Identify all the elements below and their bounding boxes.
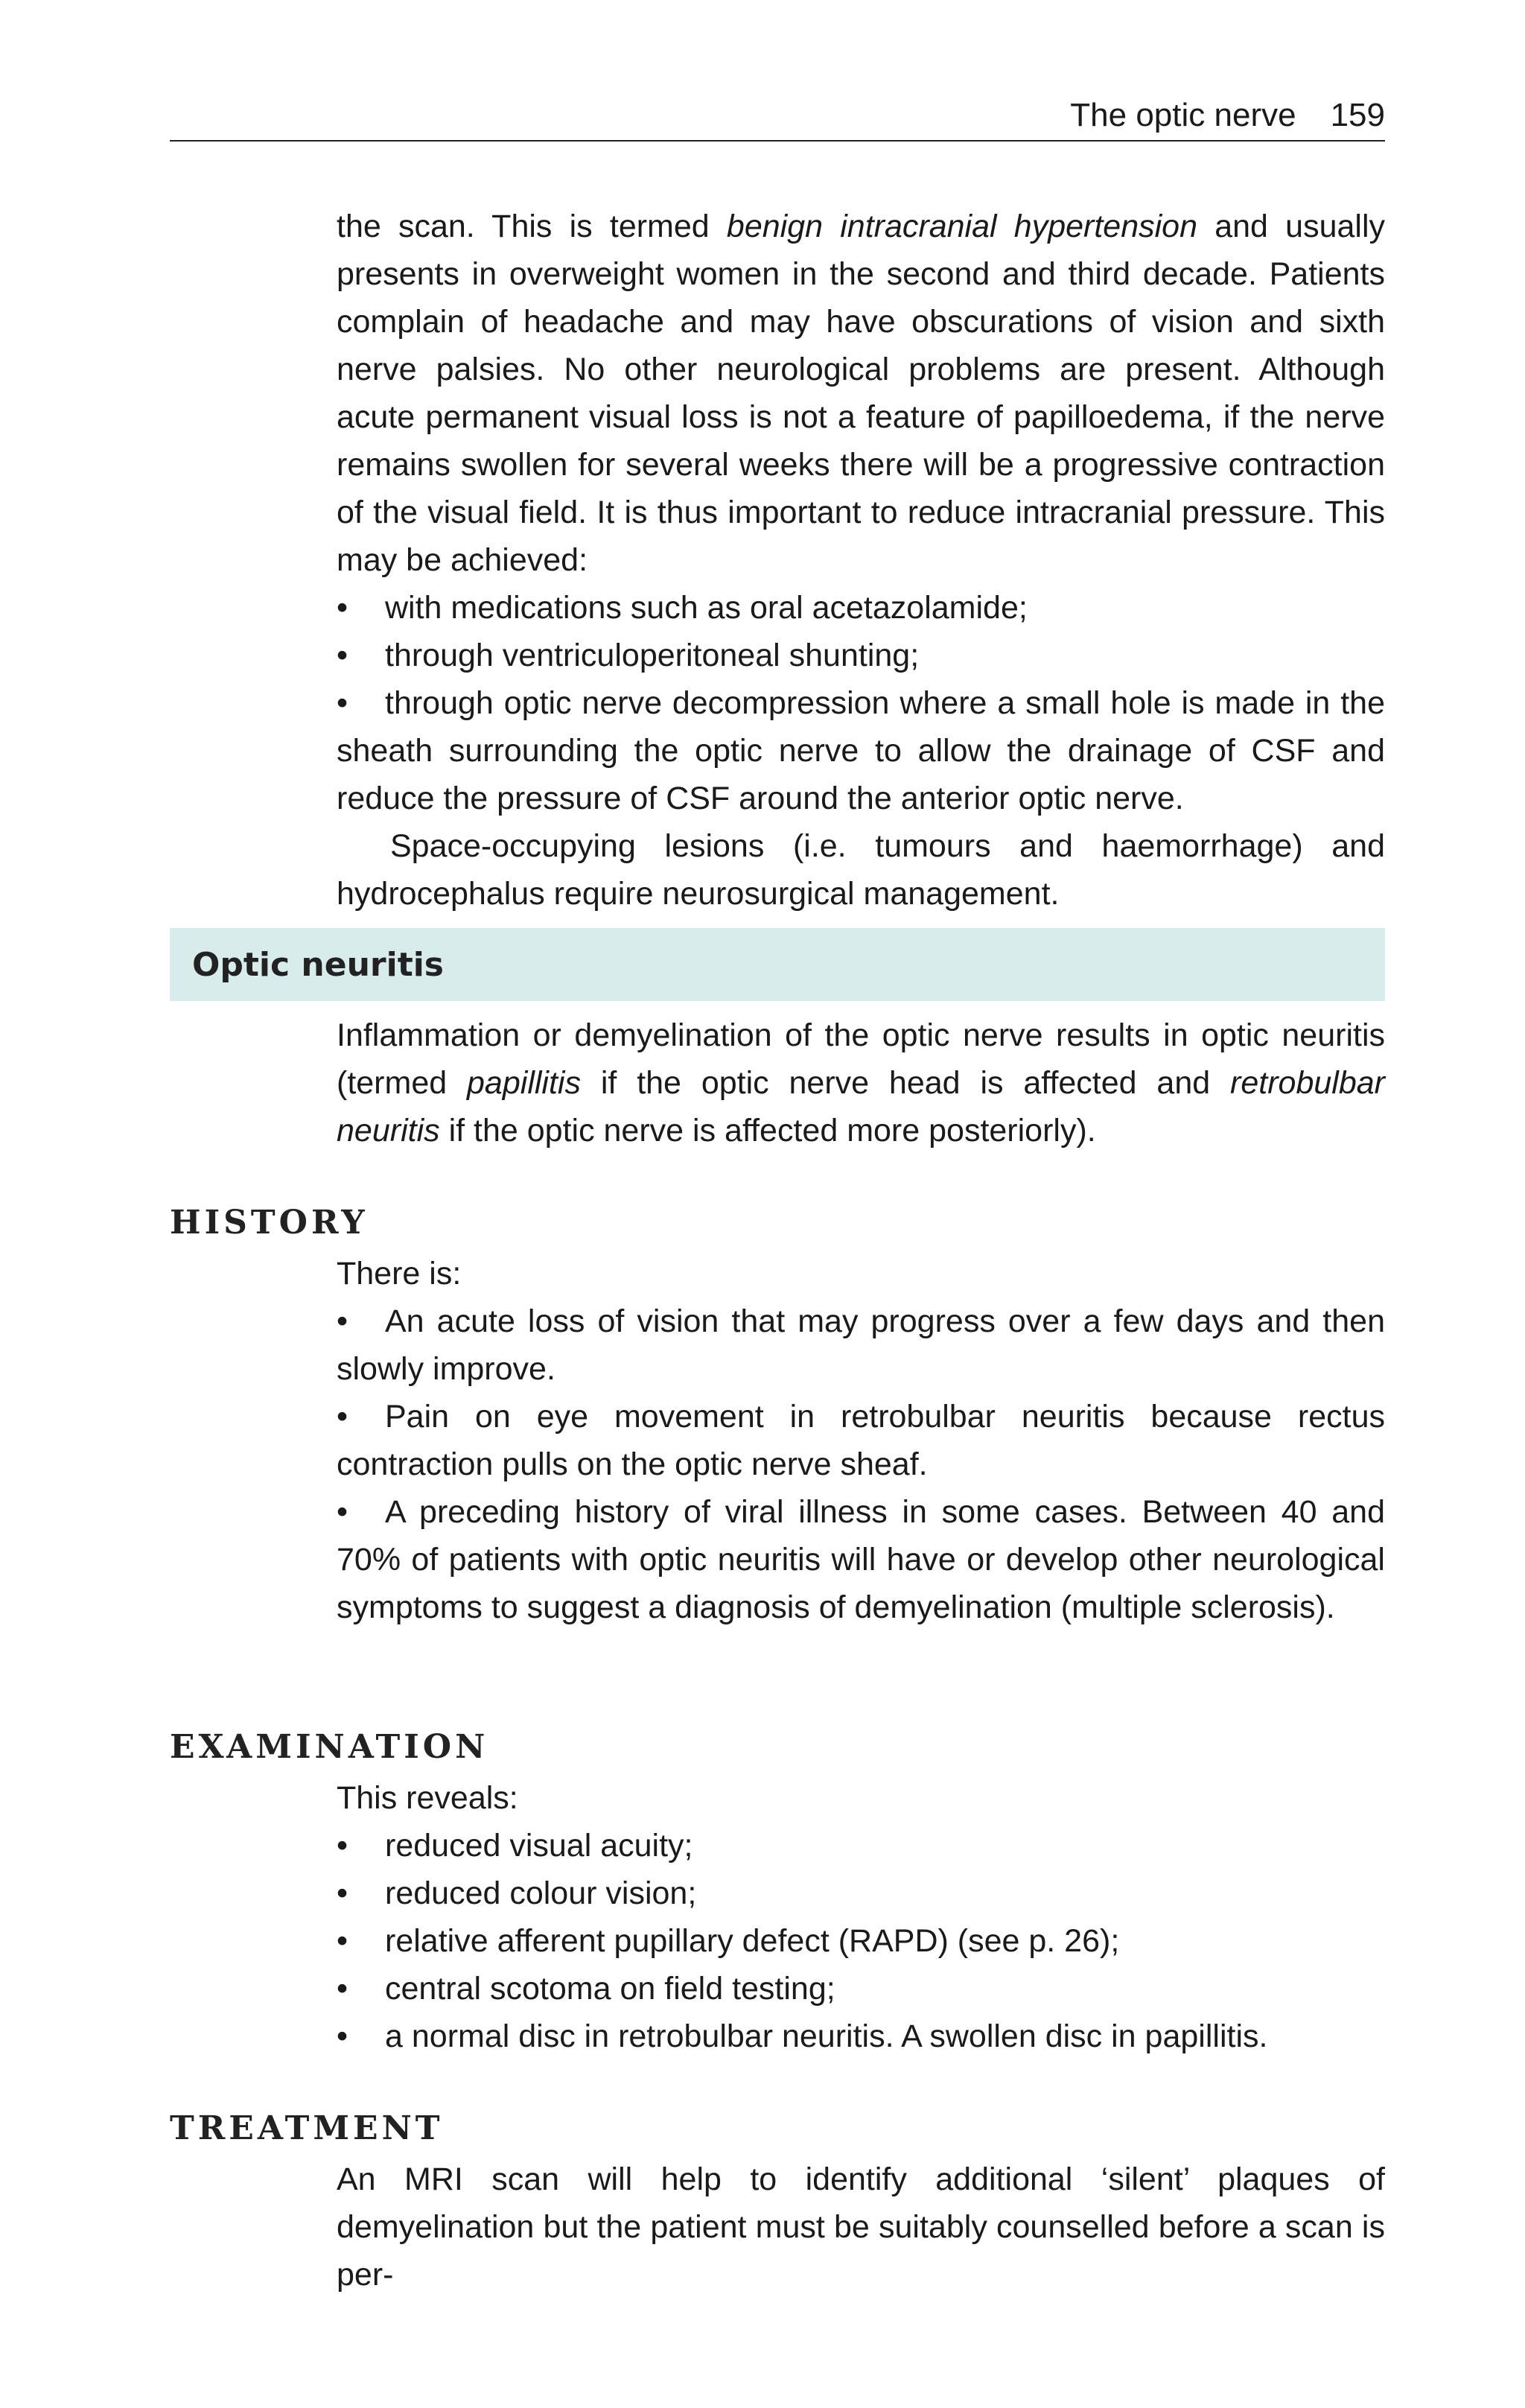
treatment-block [337, 2156, 1385, 2299]
intro-italic-term: benign intracranial hypertension [726, 209, 1197, 244]
history-lead: There is: [337, 1256, 462, 1292]
history-block [337, 1250, 1385, 1631]
list-item [337, 1917, 1385, 1965]
intro-block [337, 203, 1385, 918]
bullet-icon: • [337, 1303, 348, 1339]
examination-block [337, 1774, 1385, 2060]
list-item-text: reduced visual acuity; [385, 1828, 693, 1864]
list-item-text: through ventriculoperitoneal shunting; [385, 638, 920, 673]
section-title: Optic neuritis [192, 945, 444, 984]
list-item-text: An acute loss of vision that may progress over a few days and then slowly improve. [337, 1303, 1385, 1387]
bullet-icon: • [337, 638, 348, 673]
list-item-text: through optic nerve decompression where a small hole is made in the sheath surrounding the optic nerve to allow the drainage of CSF and reduce the pressure of CSF around the anterior optic nerve. [337, 685, 1385, 816]
bullet-icon: • [337, 1494, 348, 1530]
list-item-text: central scotoma on field testing; [385, 1971, 835, 2007]
running-header [170, 88, 1385, 142]
intro-text-b: and usually presents in overweight women in the second and third decade. Patients complain of headache and may have obscurations of vision and sixth nerve palsies. No other neurological problems are present. Although acute permanent visual loss is not a feature of papilloedema, if the nerve remains swollen for several weeks there will be a progressive contraction of the visual field. It is thus important to reduce intracranial pressure. This may be achieved: [337, 209, 1386, 578]
bullet-icon: • [337, 685, 348, 721]
section-text-c: if the optic nerve is affected more posteriorly). [439, 1113, 1096, 1149]
treatment-heading: TREATMENT [170, 2109, 444, 2147]
list-item-text: A preceding history of viral illness in some cases. Between 40 and 70% of patients with optic neuritis will have or develop other neurological symptoms to suggest a diagnosis of demyelination (multiple sclerosis). [337, 1494, 1385, 1625]
chapter-title: The optic nerve [1070, 97, 1296, 133]
list-item-text: Pain on eye movement in retrobulbar neuritis because rectus contraction pulls on the optic nerve sheaf. [337, 1399, 1385, 1482]
list-item-text: with medications such as oral acetazolamide; [385, 590, 1028, 626]
intro-paragraph [337, 203, 1385, 584]
bullet-icon: • [337, 590, 348, 626]
examination-heading: EXAMINATION [170, 1728, 489, 1766]
treatment-paragraph: An MRI scan will help to identify additional ‘silent’ plaques of demyelination but the patient must be suitably counselled before a scan is per- [337, 2161, 1385, 2293]
list-item [337, 1822, 1385, 1869]
list-item [337, 584, 1385, 632]
bullet-icon: • [337, 1828, 348, 1864]
list-item [337, 2013, 1385, 2060]
examination-lead: This reveals: [337, 1780, 518, 1816]
list-item-text: reduced colour vision; [385, 1875, 697, 1911]
page-number: 159 [1330, 97, 1385, 133]
italic-term-papillitis: papillitis [467, 1065, 581, 1101]
list-item [337, 1869, 1385, 1917]
section-text-b: if the optic nerve head is affected and [580, 1065, 1231, 1101]
italic-term-retrobulbar: retrobulbar neuritis [337, 1065, 1385, 1149]
list-item [337, 679, 1385, 822]
bullet-icon: • [337, 1923, 348, 1959]
section-intro-paragraph [337, 1011, 1385, 1154]
bullet-icon: • [337, 1971, 348, 2007]
section-text-a: Inflammation or demyelination of the optic nerve results in optic neuritis (termed [337, 1017, 1385, 1101]
list-item [337, 1965, 1385, 2013]
intro-text-a: the scan. This is termed [337, 209, 727, 244]
history-heading: HISTORY [170, 1204, 369, 1242]
bullet-icon: • [337, 1875, 348, 1911]
list-item [337, 1488, 1385, 1631]
bullet-icon: • [337, 1399, 348, 1435]
list-item-text: a normal disc in retrobulbar neuritis. A swollen disc in papillitis. [385, 2018, 1268, 2054]
list-item-text: relative afferent pupillary defect (RAPD) (see p. 26); [385, 1923, 1120, 1959]
bullet-icon: • [337, 2018, 348, 2054]
intro-paragraph-2: Space-occupying lesions (i.e. tumours and haemorrhage) and hydrocephalus require neurosurgical management. [337, 828, 1385, 912]
list-item [337, 1393, 1385, 1488]
section-intro [337, 1011, 1385, 1154]
section-heading-band [170, 928, 1385, 1001]
list-item [337, 632, 1385, 679]
list-item [337, 1297, 1385, 1393]
